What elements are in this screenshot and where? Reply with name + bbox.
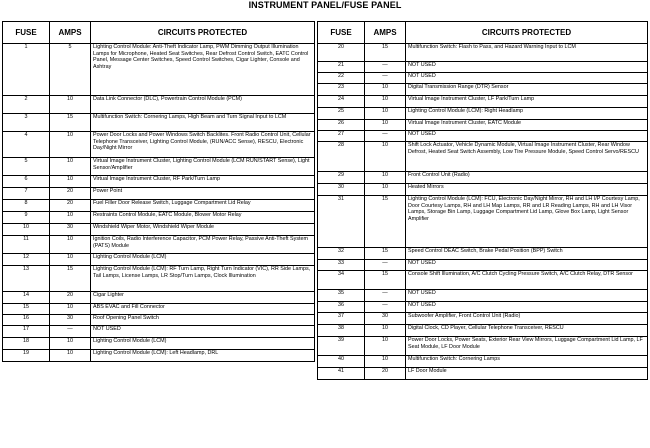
fuse-number-cell: 19 [3,350,50,362]
fuse-number-cell: 20 [318,44,365,62]
fuse-number-cell: 40 [318,356,365,368]
fuse-table-right [317,21,648,380]
page-title: INSTRUMENT PANEL/FUSE PANEL [248,0,402,10]
table-header-row [318,22,648,44]
fuse-number-cell: 11 [3,236,50,254]
fuse-number-cell: 37 [318,313,365,325]
fuse-number-cell: 3 [3,114,50,132]
circuits-cell: Shift Lock Actuator, Vehicle Dynamic Module, Virtual Image Instrument Cluster, Rear Window Defrost, Heated Seat Switch Assembly, Low Tire Pressure Module, Speed Control Servo/RESCU [406,142,648,172]
fuse-number-cell: 10 [3,224,50,236]
circuits-cell: Lighting Control Module (LCM): Right Headlamp [406,108,648,120]
table-row [318,108,648,120]
table-row [318,96,648,108]
amps-cell: 15 [365,271,406,290]
circuits-cell: Lighting Control Module (LCM): FCU, Electronic Day/Night Mirror, RH and LH I/P Courtesy Lamp, Door Courtesy Lamps, RH and LH Map Lamps, RR and LR Reading Lamps, RH and LH Visor Lamps, Storage Bin Lamp, Luggage Compartment Lid Lamp, Glove Box Lamp, Light Sensor Amplifier [406,196,648,248]
table-row [318,142,648,172]
amps-cell: 10 [50,96,91,114]
amps-cell: 30 [50,224,91,236]
amps-cell: 10 [50,158,91,176]
amps-cell: — [365,302,406,313]
table-row [3,200,315,212]
table-row [318,337,648,356]
table-row [3,176,315,188]
table-row [318,302,648,313]
circuits-cell: Data Link Connector (DLC), Powertrain Control Module (PCM) [91,96,315,114]
fuse-number-cell: 31 [318,196,365,248]
circuits-cell: Digital Clock, CD Player, Cellular Telephone Transceiver, RESCU [406,325,648,337]
circuits-cell: Lighting Control Module (LCM): RF Turn Lamp, Right Turn Indicator (VIC), RR Side Lamps, Tail Lamps, License Lamps, LR Stop/Turn Lamps, Clock Illumination [91,266,315,292]
amps-cell: 10 [365,325,406,337]
amps-cell: — [50,326,91,338]
circuits-cell: Heated Mirrors [406,184,648,196]
circuits-cell: Power Door Locks and Power Windows Switch Backlites. Front Radio Control Unit, Cellular Telephone Transceiver, Lighting Control Module, (RUN/ACC Sense), RESCU, Electronic Day/Night Mirror [91,132,315,158]
amps-cell: 15 [50,266,91,292]
circuits-column-header: CIRCUITS PROTECTED [91,22,315,44]
circuits-cell: Virtual Image Instrument Cluster, EATC Module [406,120,648,131]
table-row [318,84,648,96]
fuse-number-cell: 4 [3,132,50,158]
amps-cell: 20 [365,368,406,380]
table-row [318,196,648,248]
circuits-cell: NOT USED [406,302,648,313]
amps-cell: — [365,62,406,73]
circuits-cell: Windshield Wiper Motor, Windshield Wiper Module [91,224,315,236]
fuse-number-cell: 13 [3,266,50,292]
fuse-number-cell: 16 [3,315,50,326]
circuits-cell: Cigar Lighter [91,292,315,304]
circuits-cell: NOT USED [91,326,315,338]
circuits-cell: Lighting Control Module (LCM) [91,338,315,350]
table-row [3,338,315,350]
fuse-number-cell: 25 [318,108,365,120]
circuits-cell: Roof Opening Panel Switch [91,315,315,326]
amps-cell: — [365,131,406,142]
amps-cell: 10 [365,337,406,356]
table-row [3,292,315,304]
amps-cell: 10 [365,142,406,172]
amps-cell: 30 [365,313,406,325]
table-row [318,356,648,368]
fuse-number-cell: 8 [3,200,50,212]
amps-cell: 10 [365,120,406,131]
table-row [318,368,648,380]
table-row [3,212,315,224]
circuits-cell: Multifunction Switch: Cornering Lamps, High Beam and Turn Signal Input to LCM [91,114,315,132]
amps-cell: 5 [50,44,91,96]
amps-cell: 20 [50,292,91,304]
amps-cell: — [365,290,406,302]
amps-cell: — [365,260,406,271]
amps-cell: 10 [50,350,91,362]
amps-cell: 10 [50,304,91,315]
fuse-number-cell: 9 [3,212,50,224]
table-row [318,131,648,142]
amps-cell: 10 [365,84,406,96]
circuits-cell: Power Point [91,188,315,200]
table-row [318,290,648,302]
fuse-number-cell: 34 [318,271,365,290]
table-row [3,266,315,292]
fuse-column-header: FUSE [3,22,50,44]
amps-column-header: AMPS [365,22,406,44]
table-row [3,326,315,338]
table-row [318,248,648,260]
fuse-column-header: FUSE [318,22,365,44]
table-row [318,73,648,84]
circuits-cell: Lighting Control Module (LCM): Left Headlamp, DRL [91,350,315,362]
fuse-number-cell: 26 [318,120,365,131]
circuits-cell: Fuel Filler Door Release Switch, Luggage Compartment Lid Relay [91,200,315,212]
amps-cell: 15 [365,196,406,248]
amps-cell: — [365,73,406,84]
fuse-number-cell: 15 [3,304,50,315]
circuits-cell: Front Control Unit (Radio) [406,172,648,184]
amps-cell: 10 [365,96,406,108]
fuse-number-cell: 23 [318,84,365,96]
circuits-cell: Virtual Image Instrument Cluster, Lighting Control Module (LCM RUN/START Sense), Light Sensor/Amplifier [91,158,315,176]
circuits-cell: Speed Control DEAC Switch, Brake Pedal Position (BPP) Switch [406,248,648,260]
fuse-number-cell: 39 [318,337,365,356]
fuse-number-cell: 5 [3,158,50,176]
amps-cell: 10 [365,356,406,368]
amps-cell: 15 [365,248,406,260]
circuits-cell: NOT USED [406,290,648,302]
amps-cell: 10 [50,254,91,266]
fuse-number-cell: 30 [318,184,365,196]
fuse-number-cell: 14 [3,292,50,304]
circuits-cell: Digital Transmission Range (DTR) Sensor [406,84,648,96]
table-row [3,96,315,114]
table-row [3,254,315,266]
fuse-number-cell: 24 [318,96,365,108]
amps-cell: 10 [50,132,91,158]
fuse-number-cell: 36 [318,302,365,313]
fuse-number-cell: 6 [3,176,50,188]
circuits-cell: NOT USED [406,73,648,84]
amps-cell: 15 [365,44,406,62]
table-row [318,260,648,271]
fuse-number-cell: 17 [3,326,50,338]
table-row [318,172,648,184]
table-row [3,236,315,254]
table-row [318,120,648,131]
table-row [3,188,315,200]
table-row [3,304,315,315]
fuse-number-cell: 1 [3,44,50,96]
amps-cell: 10 [50,338,91,350]
table-row [318,184,648,196]
circuits-cell: NOT USED [406,260,648,271]
table-row [318,44,648,62]
amps-cell: 10 [365,184,406,196]
table-row [318,62,648,73]
table-row [318,313,648,325]
table-row [3,132,315,158]
amps-cell: 15 [50,114,91,132]
table-row [3,224,315,236]
amps-column-header: AMPS [50,22,91,44]
fuse-number-cell: 7 [3,188,50,200]
table-row [3,158,315,176]
fuse-number-cell: 41 [318,368,365,380]
fuse-number-cell: 2 [3,96,50,114]
circuits-cell: Lighting Control Module: Anti-Theft Indicator Lamp, PWM Dimming Output Illumination Lamps for Microphone, Heated Seat Switches, Rear Defrost Control Switch, EATC Control Panel, Message Center Switches, Speed Control Switches, Cigar Lighter, Console and Ashtray [91,44,315,96]
circuits-cell: Multifunction Switch: Flash to Pass, and Hazard Warning Input to LCM [406,44,648,62]
table-row [3,315,315,326]
circuits-cell: Virtual Image Instrument Cluster, LF Park/Turn Lamp [406,96,648,108]
circuits-cell: Virtual Image Instrument Cluster, RF Park/Turn Lamp [91,176,315,188]
circuits-cell: Lighting Control Module (LCM) [91,254,315,266]
table-row [3,114,315,132]
circuits-cell: LF Door Module [406,368,648,380]
amps-cell: 10 [365,172,406,184]
fuse-number-cell: 28 [318,142,365,172]
circuits-column-header: CIRCUITS PROTECTED [406,22,648,44]
amps-cell: 20 [50,188,91,200]
fuse-number-cell: 12 [3,254,50,266]
table-header-row [3,22,315,44]
fuse-number-cell: 33 [318,260,365,271]
fuse-number-cell: 27 [318,131,365,142]
amps-cell: 10 [50,176,91,188]
fuse-number-cell: 18 [3,338,50,350]
circuits-cell: ABS EVAC and Fill Connector [91,304,315,315]
fuse-number-cell: 35 [318,290,365,302]
table-row [318,325,648,337]
circuits-cell: Subwoofer Amplifier, Front Control Unit (Radio) [406,313,648,325]
circuits-cell: Multifunction Switch: Cornering Lamps [406,356,648,368]
amps-cell: 10 [365,108,406,120]
amps-cell: 10 [50,236,91,254]
fuse-number-cell: 29 [318,172,365,184]
amps-cell: 30 [50,315,91,326]
fuse-number-cell: 38 [318,325,365,337]
table-row [3,350,315,362]
fuse-table-left [2,21,315,362]
circuits-cell: NOT USED [406,131,648,142]
table-row [318,271,648,290]
fuse-number-cell: 22 [318,73,365,84]
circuits-cell: NOT USED [406,62,648,73]
circuits-cell: Console Shift Illumination, A/C Clutch Cycling Pressure Switch, A/C Clutch Relay, DTR Sensor [406,271,648,290]
circuits-cell: Restraints Control Module, EATC Module, Blower Motor Relay [91,212,315,224]
amps-cell: 20 [50,200,91,212]
circuits-cell: Power Door Locks, Power Seats, Exterior Rear View Mirrors, Luggage Compartment Lid Lamp, LF Seat Module, LF Door Module [406,337,648,356]
amps-cell: 10 [50,212,91,224]
fuse-number-cell: 21 [318,62,365,73]
circuits-cell: Ignition Coils, Radio Interference Capacitor, PCM Power Relay, Passive Anti-Theft System (PATS) Module [91,236,315,254]
fuse-number-cell: 32 [318,248,365,260]
table-row [3,44,315,96]
